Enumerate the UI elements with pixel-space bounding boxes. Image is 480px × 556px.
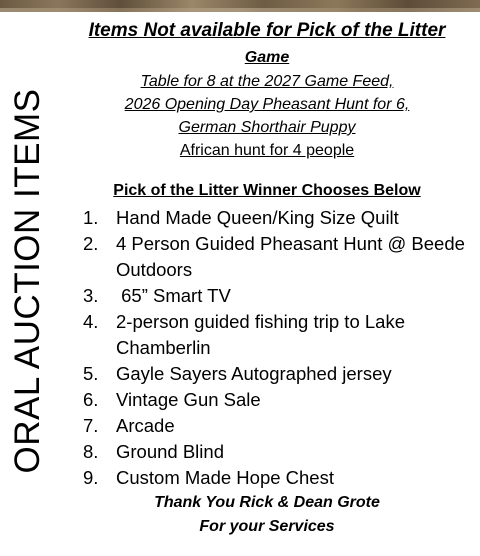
item-text: 4 Person Guided Pheasant Hunt @ Beede Outdoors — [116, 233, 465, 280]
list-item — [64, 465, 470, 491]
category-label: Game — [244, 49, 290, 66]
thanks-section — [64, 491, 470, 539]
item-text: 2-person guided fishing trip to Lake Chamberlin — [116, 311, 405, 358]
item-number: 6. — [83, 389, 99, 410]
header-photo-strip — [0, 0, 480, 12]
list-item — [64, 413, 470, 439]
excluded-item: German Shorthair Puppy — [178, 119, 356, 136]
list-item — [64, 205, 470, 231]
thanks-line: Thank You Rick & Dean Grote — [154, 494, 380, 511]
list-item — [64, 439, 470, 465]
item-number: 8. — [83, 441, 99, 462]
side-title-text: ORAL AUCTION ITEMS — [8, 88, 47, 474]
side-title — [8, 88, 48, 474]
list-item — [64, 309, 470, 361]
item-text: 65” Smart TV — [116, 285, 231, 306]
excluded-extra: African hunt for 4 people — [179, 142, 355, 159]
item-number: 5. — [83, 363, 99, 384]
excluded-item: 2026 Opening Day Pheasant Hunt for 6, — [124, 96, 410, 113]
item-number: 9. — [83, 467, 99, 488]
item-text: Arcade — [116, 415, 175, 436]
list-item — [64, 231, 470, 283]
item-number: 4. — [83, 311, 99, 332]
pick-list — [64, 205, 470, 491]
not-available-headline: Items Not available for Pick of the Litter — [88, 20, 446, 41]
excluded-item: Table for 8 at the 2027 Game Feed, — [140, 73, 394, 90]
list-item — [64, 283, 470, 309]
list-item — [64, 387, 470, 413]
not-available-section — [64, 16, 470, 163]
thanks-line: For your Services — [199, 518, 335, 535]
item-text: Ground Blind — [116, 441, 224, 462]
list-item — [64, 361, 470, 387]
flyer-content — [64, 16, 470, 539]
item-text: Vintage Gun Sale — [116, 389, 261, 410]
pick-list-heading: Pick of the Litter Winner Chooses Below — [113, 182, 421, 199]
item-number: 7. — [83, 415, 99, 436]
item-text: Hand Made Queen/King Size Quilt — [116, 207, 399, 228]
item-number: 3. — [83, 285, 99, 306]
item-text: Custom Made Hope Chest — [116, 467, 334, 488]
item-number: 2. — [83, 233, 99, 254]
item-number: 1. — [83, 207, 99, 228]
item-text: Gayle Sayers Autographed jersey — [116, 363, 392, 384]
